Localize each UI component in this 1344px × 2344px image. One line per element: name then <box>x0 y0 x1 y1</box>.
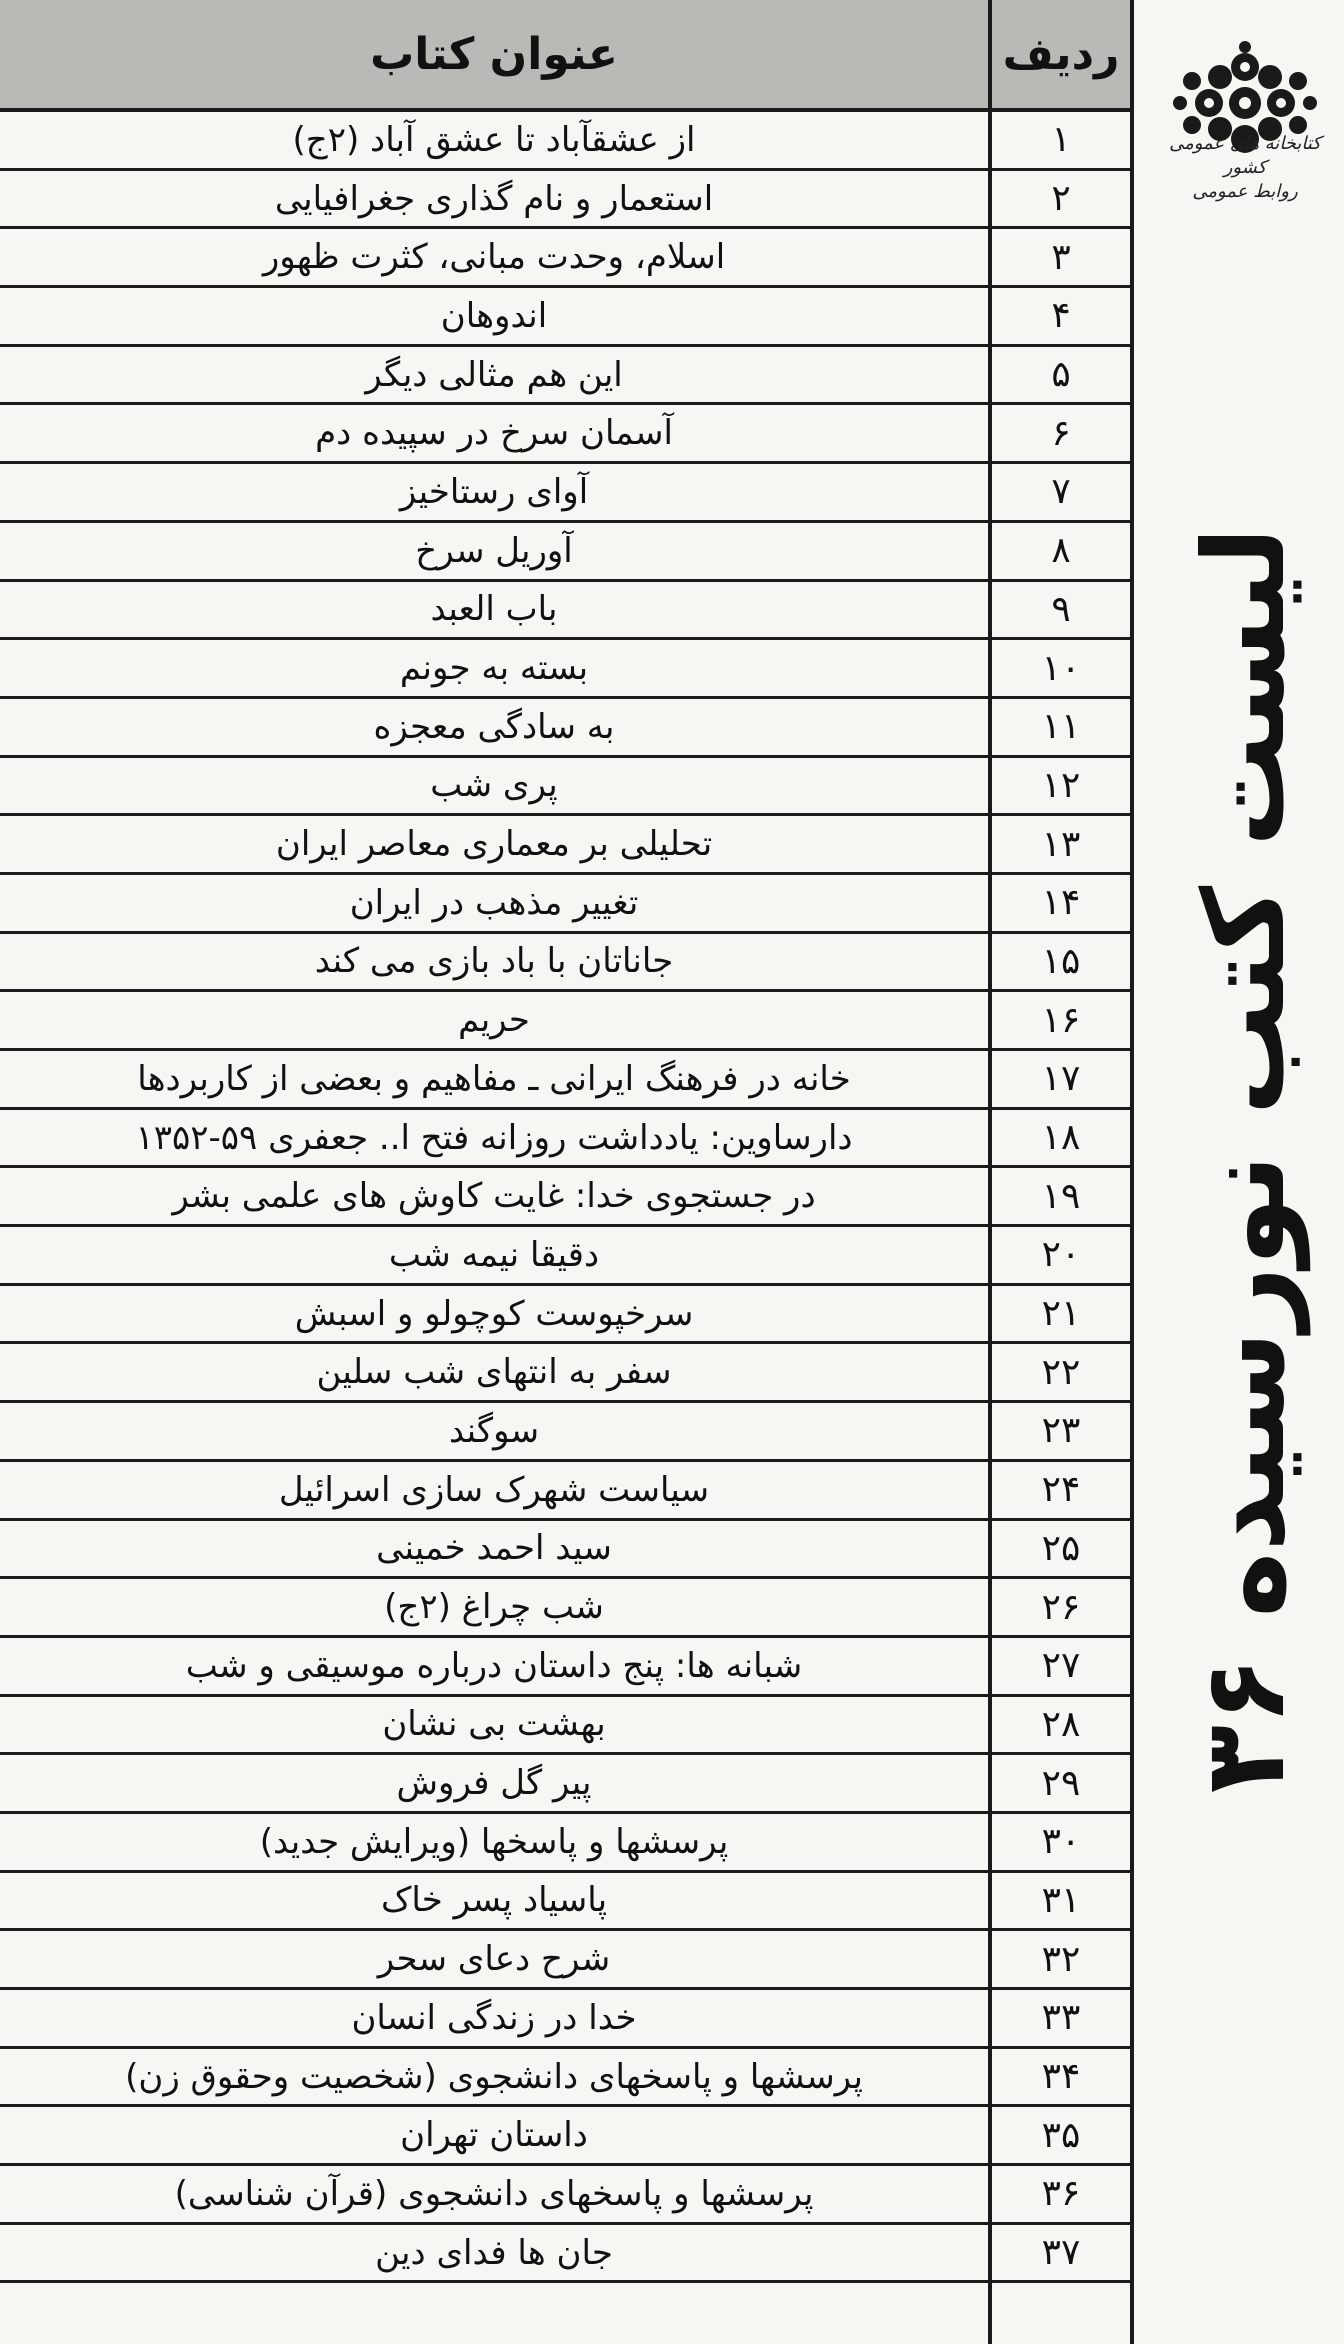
book-title-cell: پری شب <box>430 765 558 806</box>
row-number-cell: ۱۸ <box>1041 1117 1081 1159</box>
table-row <box>0 1814 1130 1873</box>
table-row <box>0 1227 1130 1286</box>
row-number-cell: ۱۵ <box>1041 940 1081 982</box>
row-number-cell: ۲۲ <box>1041 1351 1081 1393</box>
row-number-cell: ۳۶ <box>1041 2173 1081 2215</box>
table-row <box>0 405 1130 464</box>
table-row <box>0 1697 1130 1756</box>
table-row <box>0 1110 1130 1169</box>
table-row <box>0 758 1130 817</box>
table-row <box>0 1521 1130 1580</box>
row-number-cell: ۳۷ <box>1041 2232 1081 2274</box>
book-title-cell: خانه در فرهنگ ایرانی ـ مفاهیم و بعضی از کاربردها <box>137 1058 851 1099</box>
book-title-cell: حریم <box>458 1000 530 1041</box>
table-row <box>0 464 1130 523</box>
row-number-cell: ۷ <box>1051 471 1071 513</box>
table-row <box>0 171 1130 230</box>
logo-caption <box>1150 132 1340 204</box>
book-title-cell: آسمان سرخ در سپیده دم <box>315 413 673 454</box>
book-title-cell: به سادگی معجزه <box>373 706 615 747</box>
book-title-cell: سوگند <box>448 1410 540 1451</box>
row-number-cell: ۱۰ <box>1041 647 1081 689</box>
table-row <box>0 229 1130 288</box>
logo-caption-line-2: روابط عمومی <box>1192 181 1298 202</box>
book-title-cell: استعمار و نام گذاری جغرافیایی <box>274 178 714 219</box>
row-number-cell: ۳۳ <box>1041 1997 1081 2039</box>
row-number-cell: ۲۹ <box>1041 1762 1081 1804</box>
row-number-cell: ۵ <box>1051 354 1071 396</box>
row-number-cell: ۳۰ <box>1041 1821 1081 1863</box>
row-number-cell: ۱۴ <box>1041 882 1081 924</box>
row-number-cell: ۱۹ <box>1041 1175 1081 1217</box>
table-row <box>0 112 1130 171</box>
row-number-cell: ۹ <box>1051 588 1071 630</box>
book-title-cell: باب العبد <box>430 589 558 630</box>
row-number-cell: ۲۳ <box>1041 1410 1081 1452</box>
row-number-cell: ۳۵ <box>1041 2114 1081 2156</box>
table-row <box>0 1462 1130 1521</box>
table-row <box>0 1344 1130 1403</box>
book-title-cell: تغییر مذهب در ایران <box>349 882 639 923</box>
book-title-cell: پیر گل فروش <box>396 1763 592 1804</box>
book-title-cell: بسته به جونم <box>399 648 589 689</box>
list-heading-vertical <box>1150 526 1340 1794</box>
row-number-cell: ۲۴ <box>1041 1469 1081 1511</box>
book-title-cell: جان ها فدای دین <box>375 2232 613 2273</box>
table-row <box>0 523 1130 582</box>
book-title-cell: پرسشها و پاسخها (ویرایش جدید) <box>259 1821 729 1862</box>
row-number-cell: ۶ <box>1051 412 1071 454</box>
title-column-header: عنوان کتاب <box>370 28 618 80</box>
row-number-cell: ۲۵ <box>1041 1527 1081 1569</box>
book-title-cell: پرسشها و پاسخهای دانشجوی (شخصیت وحقوق زن) <box>125 2056 863 2097</box>
row-number-cell: ۲۸ <box>1041 1703 1081 1745</box>
row-number-cell: ۲ <box>1051 178 1071 220</box>
book-title-cell: سید احمد خمینی <box>376 1528 612 1569</box>
table-row <box>0 1403 1130 1462</box>
book-title-cell: سفر به انتهای شب سلین <box>316 1352 672 1393</box>
book-title-cell: جاناتان با باد بازی می کند <box>314 941 674 982</box>
row-number-cell: ۱۶ <box>1041 999 1081 1041</box>
row-number-cell: ۳۱ <box>1041 1879 1081 1921</box>
row-number-cell: ۴ <box>1051 295 1071 337</box>
table-row <box>0 2166 1130 2225</box>
table-row <box>0 1051 1130 1110</box>
table-row <box>0 1286 1130 1345</box>
row-number-cell: ۲۷ <box>1041 1645 1081 1687</box>
table-row <box>0 2225 1130 2284</box>
book-title-cell: داستان تهران <box>400 2115 588 2156</box>
book-title-cell: پاسیاد پسر خاک <box>380 1880 608 1921</box>
book-title-cell: پرسشها و پاسخهای دانشجوی (قرآن شناسی) <box>174 2173 814 2214</box>
column-divider <box>988 0 992 2344</box>
book-title-cell: دقیقا نیمه شب <box>388 1234 600 1275</box>
book-title-cell: در جستجوی خدا: غایت کاوش های علمی بشر <box>172 1176 816 1217</box>
table-header-row <box>0 0 1130 112</box>
row-number-cell: ۱۱ <box>1041 706 1081 748</box>
table-row <box>0 2107 1130 2166</box>
book-title-cell: تحلیلی بر معماری معاصر ایران <box>275 824 713 865</box>
list-heading-text: لیست کتب نورسیده ۳۶ <box>1180 526 1310 1794</box>
row-number-cell: ۱۳ <box>1041 823 1081 865</box>
book-title-cell: بهشت بی نشان <box>382 1704 606 1745</box>
table-row <box>0 1990 1130 2049</box>
book-title-cell: این هم مثالی دیگر <box>365 354 623 395</box>
book-title-cell: خدا در زندگی انسان <box>351 1997 637 2038</box>
row-number-column-header: ردیف <box>1002 28 1120 80</box>
table-row <box>0 1931 1130 1990</box>
table-row <box>0 816 1130 875</box>
book-title-cell: آوای رستاخیز <box>399 471 589 512</box>
table-body <box>0 112 1130 2283</box>
table-row <box>0 640 1130 699</box>
book-title-cell: شب چراغ (۲ج) <box>384 1587 604 1628</box>
row-number-cell: ۲۶ <box>1041 1586 1081 1628</box>
table-row <box>0 288 1130 347</box>
book-title-cell: سرخپوست کوچولو و اسبش <box>294 1293 694 1334</box>
row-number-cell: ۳۴ <box>1041 2056 1081 2098</box>
book-title-cell: از عشقآباد تا عشق آباد (۲ج) <box>292 119 696 160</box>
table-row <box>0 992 1130 1051</box>
table-row <box>0 347 1130 406</box>
table-row <box>0 2049 1130 2108</box>
table-row <box>0 582 1130 641</box>
row-number-cell: ۳۲ <box>1041 1938 1081 1980</box>
book-title-cell: اندوهان <box>440 295 548 336</box>
table-row <box>0 1579 1130 1638</box>
table-row <box>0 1873 1130 1932</box>
table-row <box>0 1755 1130 1814</box>
row-number-cell: ۱۲ <box>1041 764 1081 806</box>
row-number-cell: ۳ <box>1051 236 1071 278</box>
book-title-cell: دارساوین: یادداشت روزانه فتح ا.. جعفری ۵۹-۱۳۵۲ <box>135 1117 853 1158</box>
book-title-cell: اسلام، وحدت مبانی، کثرت ظهور <box>262 237 726 278</box>
table-row <box>0 934 1130 993</box>
row-number-cell: ۲۱ <box>1041 1293 1081 1335</box>
table-row <box>0 699 1130 758</box>
row-number-cell: ۲۰ <box>1041 1234 1081 1276</box>
book-title-cell: شرح دعای سحر <box>377 1939 611 1980</box>
book-title-cell: آوریل سرخ <box>415 530 573 571</box>
table-row <box>0 875 1130 934</box>
book-title-cell: شبانه ها: پنج داستان درباره موسیقی و شب <box>185 1645 803 1686</box>
table-row <box>0 1168 1130 1227</box>
row-number-cell: ۱ <box>1051 119 1071 161</box>
book-title-cell: سیاست شهرک سازی اسرائیل <box>278 1469 710 1510</box>
row-number-cell: ۱۷ <box>1041 1058 1081 1100</box>
row-number-cell: ۸ <box>1051 530 1071 572</box>
logo-caption-line-1: کتابخانه های عمومی کشور <box>1169 133 1321 178</box>
table-row <box>0 1638 1130 1697</box>
